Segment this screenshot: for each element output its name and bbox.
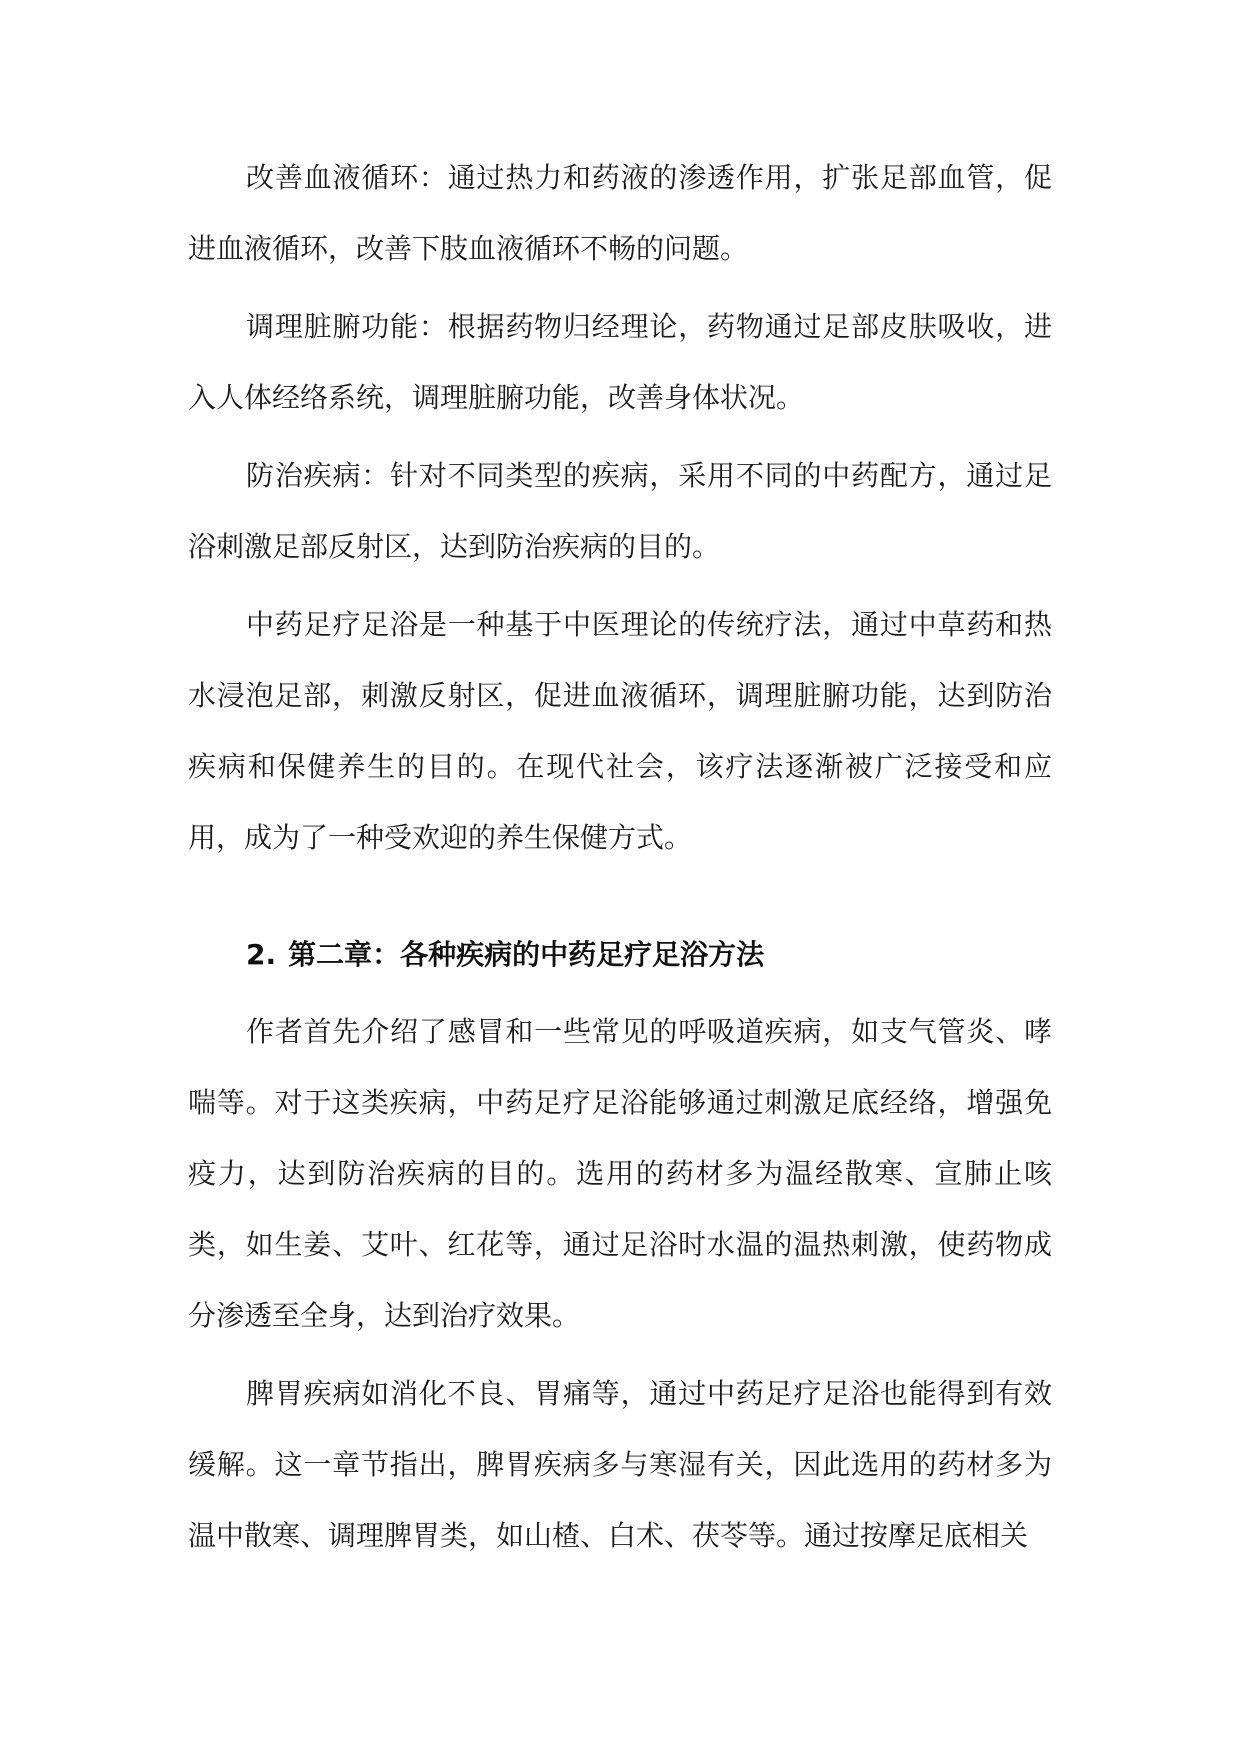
paragraph-disease-prevention: 防治疾病：针对不同类型的疾病，采用不同的中药配方，通过足浴刺激足部反射区，达到防治疾病的目的。	[188, 459, 1052, 563]
chapter-heading	[188, 919, 1052, 990]
chapter-title: 第二章：各种疾病的中药足疗足浴方法	[288, 938, 765, 971]
paragraph-digestive: 脾胃疾病如消化不良、胃痛等，通过中药足疗足浴也能得到有效缓解。这一章节指出，脾胃疾病多与寒湿有关，因此选用的药材多为温中散寒、调理脾胃类，如山楂、白术、茯苓等。通过按摩足底相关	[188, 1377, 1052, 1552]
paragraph-respiratory: 作者首先介绍了感冒和一些常见的呼吸道疾病，如支气管炎、哮喘等。对于这类疾病，中药足疗足浴能够通过刺激足底经络，增强免疫力，达到防治疾病的目的。选用的药材多为温经散寒、宣肺止咳类，如生姜、艾叶、红花等，通过足浴时水温的温热刺激，使药物成分渗透至全身，达到治疗效果。	[188, 1015, 1052, 1332]
chapter-number: 2.	[246, 938, 277, 971]
paragraph-summary: 中药足疗足浴是一种基于中医理论的传统疗法，通过中草药和热水浸泡足部，刺激反射区，促进血液循环，调理脏腑功能，达到防治疾病和保健养生的目的。在现代社会，该疗法逐渐被广泛接受和应用，成为了一种受欢迎的养生保健方式。	[188, 608, 1052, 854]
paragraph-organ-function: 调理脏腑功能：根据药物归经理论，药物通过足部皮肤吸收，进入人体经络系统，调理脏腑功能，改善身体状况。	[188, 310, 1052, 414]
document-body	[188, 142, 1052, 1571]
paragraph-blood-circulation: 改善血液循环：通过热力和药液的渗透作用，扩张足部血管，促进血液循环，改善下肢血液循环不畅的问题。	[188, 161, 1052, 265]
